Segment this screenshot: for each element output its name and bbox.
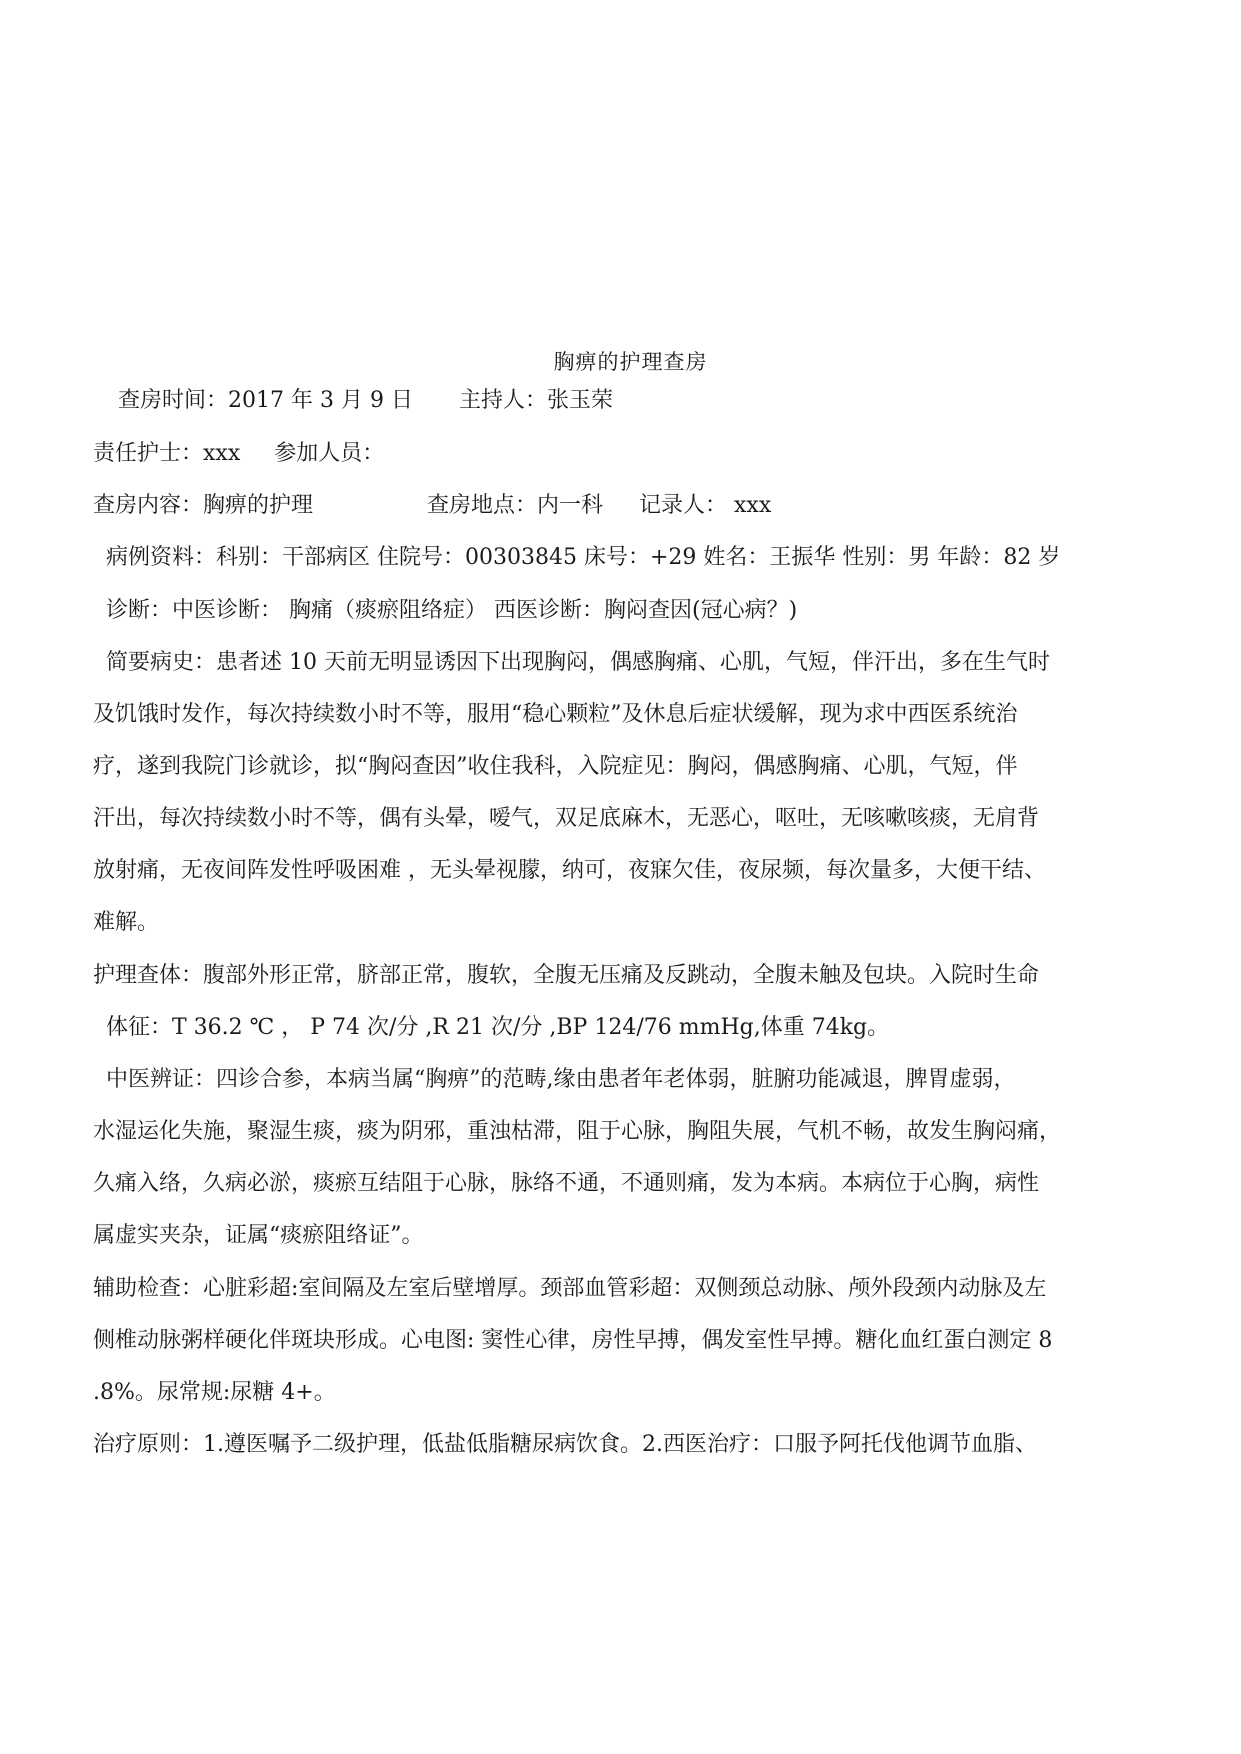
exam-line-1: 护理查体：腹部外形正常，脐部正常，腹软，全腹无压痛及反跳动，全腹未触及包块。入院时生命 [93,963,1040,988]
header-line-1 [118,386,1198,416]
document-title: 胸痹的护理查房 [553,350,708,374]
treatment-line-1: 治疗原则：1.遵医嘱予二级护理，低盐低脂糖尿病饮食。2.西医治疗：口服予阿托伐他调节血脂、 [93,1432,1037,1457]
tcm-line-3: 久痛入络，久病必淤，痰瘀互结阻于心脉，脉络不通，不通则痛，发为本病。本病位于心胸，病性 [93,1171,1040,1196]
responsible-nurse: 责任护士：xxx [93,441,241,466]
history-line-5: 放射痛，无夜间阵发性呼吸困难 ，无头晕视朦，纳可，夜寐欠佳，夜尿频，每次量多，大便干结、 [93,858,1046,883]
history-line-2: 及饥饿时发作，每次持续数小时不等，服用“稳心颗粒”及休息后症状缓解，现为求中西医系统治 [93,702,1018,727]
exam-line-2: 体征：T 36.2 ℃ ， P 74 次/分 ,R 21 次/分 ,BP 124/76 mmHg,体重 74kg。 [106,1015,890,1040]
inspection-location: 查房地点：内一科 [427,493,604,518]
aux-exam-line-2: 侧椎动脉粥样硬化伴斑块形成。心电图: 窦性心律，房性早搏，偶发室性早搏。糖化血红蛋白测定 8 [93,1328,1053,1353]
tcm-line-1: 中医辨证：四诊合参，本病当属“胸痹”的范畴,缘由患者年老体弱，脏腑功能减退，脾胃虚弱， [106,1067,1016,1092]
history-line-3: 疗，遂到我院门诊就诊，拟“胸闷查因”收住我科，入院症见：胸闷，偶感胸痛、心肌，气短，伴 [93,754,1018,779]
aux-exam-line-3: .8%。尿常规:尿糖 4+。 [93,1380,336,1405]
case-info-line: 病例资料：科别：干部病区 住院号：00303845 床号：+29 姓名：王振华 性别：男 年龄：82 岁 [106,545,1061,570]
inspection-content: 查房内容：胸痹的护理 [93,493,314,518]
history-line-1: 简要病史：患者述 10 天前无明显诱因下出现胸闷，偶感胸痛、心肌，气短，伴汗出，多在生气时 [106,650,1050,675]
tcm-line-2: 水湿运化失施，聚湿生痰，痰为阴邪，重浊枯滞，阻于心脉，胸阻失展，气机不畅，故发生胸闷痛， [93,1119,1062,1144]
diagnosis-line: 诊断：中医诊断： 胸痛（痰瘀阻络症） 西医诊断：胸闷查因(冠心病？) [106,598,798,623]
history-line-6: 难解。 [93,910,160,935]
tcm-line-4: 属虚实夹杂，证属“痰瘀阻络证”。 [93,1223,424,1248]
participants: 参加人员： [274,441,385,466]
recorder: 记录人： xxx [639,493,772,518]
inspection-time: 查房时间：2017 年 3 月 9 日 [118,388,413,413]
host: 主持人：张玉荣 [458,388,613,413]
header-line-3 [93,491,1173,521]
aux-exam-line-1: 辅助检查：心脏彩超:室间隔及左室后壁增厚。颈部血管彩超：双侧颈总动脉、颅外段颈内动脉及左 [93,1276,1047,1301]
header-line-2 [93,439,1173,469]
history-line-4: 汗出，每次持续数小时不等，偶有头晕，嗳气，双足底麻木，无恶心，呕吐，无咳嗽咳痰，无肩背 [93,806,1040,831]
